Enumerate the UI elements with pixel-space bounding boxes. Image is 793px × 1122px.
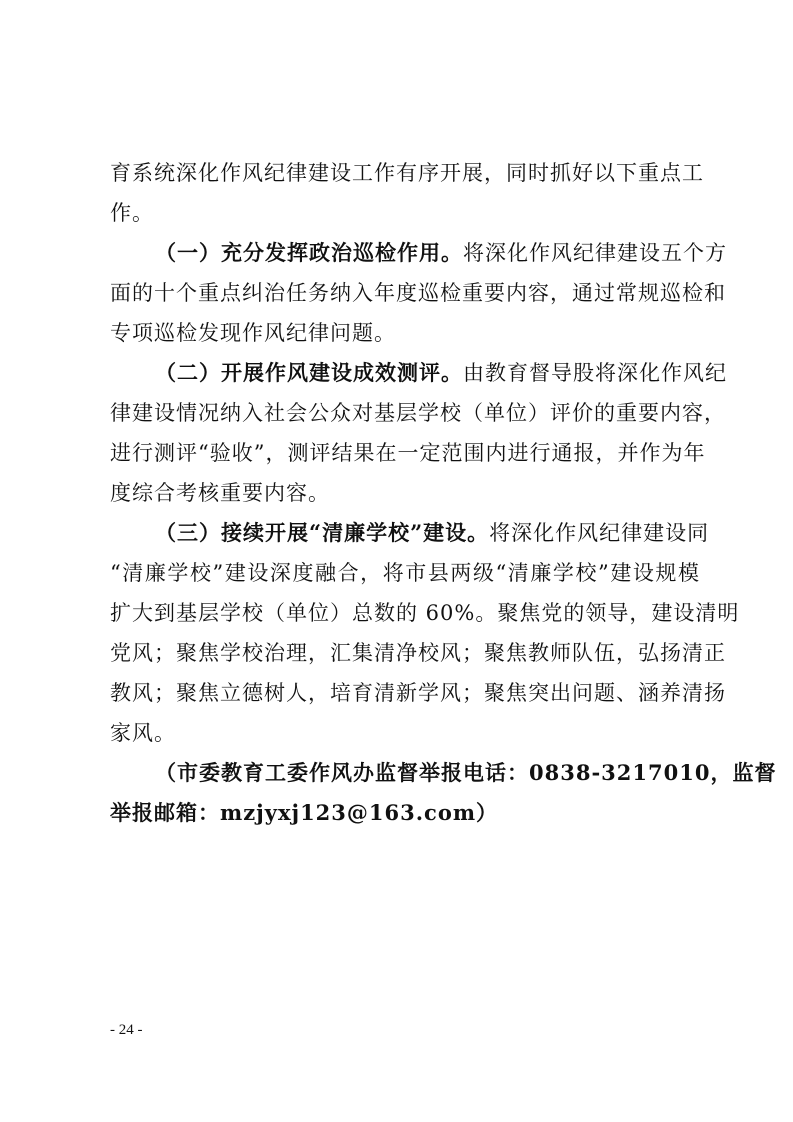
- section-1-line-2: 面的十个重点纠治任务纳入年度巡检重要内容，通过常规巡检和: [110, 281, 726, 305]
- section-2-first-line: [155, 360, 727, 386]
- section-2-text-start: 由教育督导股将深化作风纪: [463, 361, 727, 385]
- section-2-line-4: 度综合考核重要内容。: [110, 481, 330, 505]
- section-2-heading: （二）开展作风建设成效测评。: [155, 360, 463, 385]
- section-1-line-3: 专项巡检发现作风纪律问题。: [110, 321, 396, 345]
- section-3-text-start: 将深化作风纪律建设同: [489, 521, 710, 545]
- section-3-first-line: [155, 520, 710, 546]
- contact-line-2: 举报邮箱：mzjyxj123@163.com）: [110, 800, 499, 825]
- contact-line-1: （市委教育工委作风办监督举报电话：0838-3217010，监督: [155, 760, 777, 785]
- page-number: - 24 -: [110, 1022, 143, 1038]
- section-3-line-3: 扩大到基层学校（单位）总数的 60%。聚焦党的领导，建设清明: [110, 601, 740, 625]
- section-2-line-3: 进行测评“验收”，测评结果在一定范围内进行通报，并作为年: [110, 441, 706, 465]
- section-1-first-line: [155, 240, 727, 266]
- section-1-heading: （一）充分发挥政治巡检作用。: [155, 240, 463, 265]
- section-3-line-2: “清廉学校”建设深度融合，将市县两级“清廉学校”建设规模: [110, 561, 700, 585]
- section-1-text-start: 将深化作风纪律建设五个方: [463, 241, 727, 265]
- intro-line-1: 育系统深化作风纪律建设工作有序开展，同时抓好以下重点工: [110, 161, 704, 185]
- section-2-line-2: 律建设情况纳入社会公众对基层学校（单位）评价的重要内容，: [110, 401, 726, 425]
- section-3-line-5: 教风；聚焦立德树人，培育清新学风；聚焦突出问题、涵养清扬: [110, 681, 726, 705]
- section-3-heading: （三）接续开展“清廉学校”建设。: [155, 520, 490, 545]
- section-3-line-6: 家风。: [110, 721, 176, 745]
- intro-line-2: 作。: [110, 201, 154, 225]
- section-3-line-4: 党风；聚焦学校治理，汇集清净校风；聚焦教师队伍，弘扬清正: [110, 641, 726, 665]
